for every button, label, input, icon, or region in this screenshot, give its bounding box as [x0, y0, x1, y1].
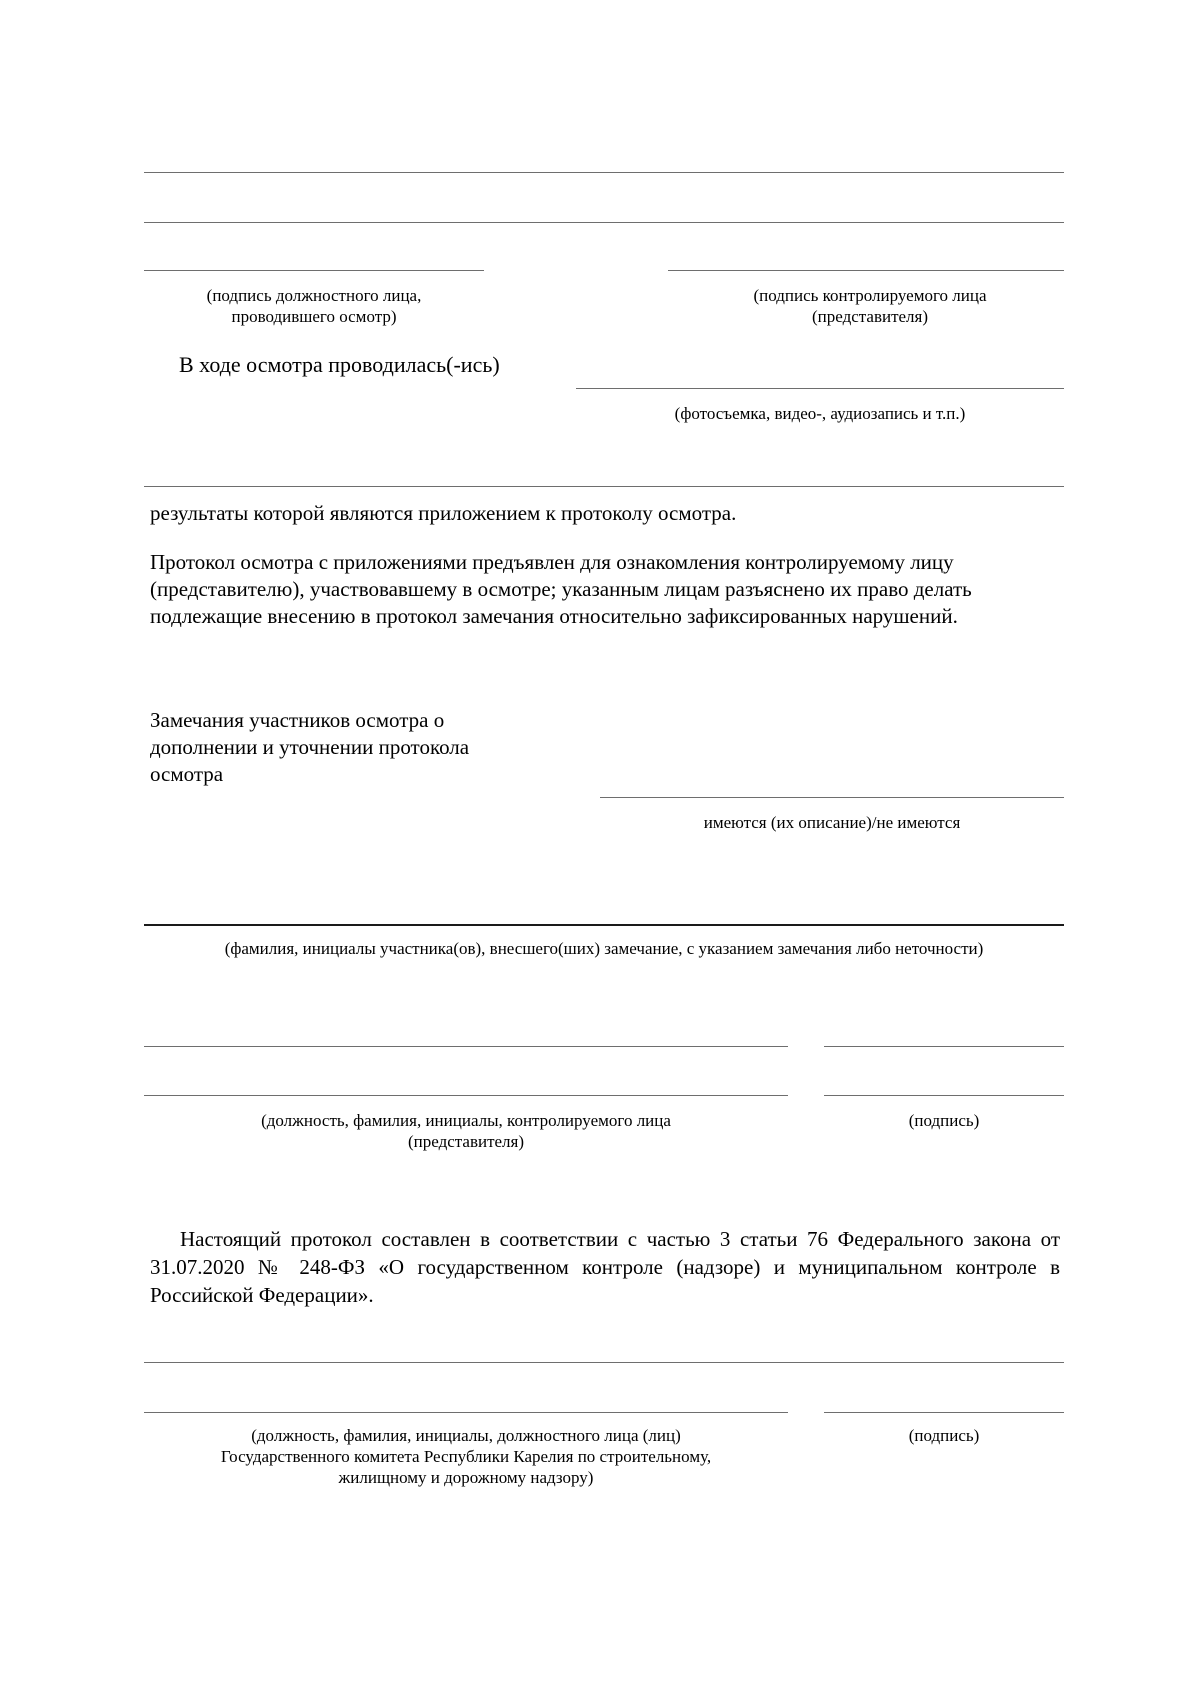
- caption-official-person: (должность, фамилия, инициалы, должностного лица (лиц) Государственного комитета Республики Карелия по строительному, жилищному и дорожному надзору): [220, 1426, 712, 1487]
- text-composed: Настоящий протокол составлен в соответствии с частью 3 статьи 76 Федерального закона от 31.07.2020 № 248-ФЗ «О государственном контроле (надзоре) и муниципальном контроле в Российской Федерации».: [150, 1227, 1060, 1307]
- caption-signature-official: (подпись должностного лица, проводившего осмотр): [206, 286, 422, 326]
- caption-signature-controlled: (подпись контролируемого лица (представителя): [753, 286, 987, 326]
- text-results: результаты которой являются приложением к протоколу осмотра.: [150, 501, 737, 525]
- blank-line-official-1[interactable]: [144, 1362, 1064, 1363]
- blank-line-signature-1b[interactable]: [824, 1095, 1064, 1096]
- blank-line-media[interactable]: [576, 388, 1064, 389]
- blank-line-remarks[interactable]: [600, 797, 1064, 798]
- caption-signature-2: (подпись): [908, 1426, 980, 1445]
- text-remarks: Замечания участников осмотра о дополнении и уточнении протокола осмотра: [150, 708, 470, 786]
- blank-line-official-2[interactable]: [144, 1412, 788, 1413]
- blank-line-2[interactable]: [144, 222, 1064, 223]
- signature-line-controlled[interactable]: [668, 270, 1064, 271]
- blank-line-signature-1a[interactable]: [824, 1046, 1064, 1047]
- caption-participants: (фамилия, инициалы участника(ов), внесшего(ших) замечание, с указанием замечания либо неточности): [224, 939, 984, 958]
- caption-media: (фотосъемка, видео-, аудиозапись и т.п.): [674, 404, 966, 423]
- blank-line-signature-2[interactable]: [824, 1412, 1064, 1413]
- blank-line-participants[interactable]: [144, 924, 1064, 926]
- blank-line-controlled-person-2[interactable]: [144, 1095, 788, 1096]
- text-during-inspection: В ходе осмотра проводилась(-ись): [179, 352, 500, 377]
- paragraph-protocol-presented: Протокол осмотра с приложениями предъявлен для ознакомления контролируемому лицу (представителю), участвовавшему в осмотре; указанным лицам разъяснено их право делать подлежащие внесению в протокол замечания относительно зафиксированных нарушений.: [150, 550, 972, 628]
- caption-signature-1: (подпись): [908, 1111, 980, 1130]
- blank-line-controlled-person-1[interactable]: [144, 1046, 788, 1047]
- text-protocol-presented: [150, 549, 1060, 630]
- blank-line-media-2[interactable]: [144, 486, 1064, 487]
- caption-remarks: имеются (их описание)/не имеются: [703, 813, 961, 832]
- signature-line-official[interactable]: [144, 270, 484, 271]
- caption-controlled-person: (должность, фамилия, инициалы, контролируемого лица (представителя): [261, 1111, 671, 1151]
- blank-line-1[interactable]: [144, 172, 1064, 173]
